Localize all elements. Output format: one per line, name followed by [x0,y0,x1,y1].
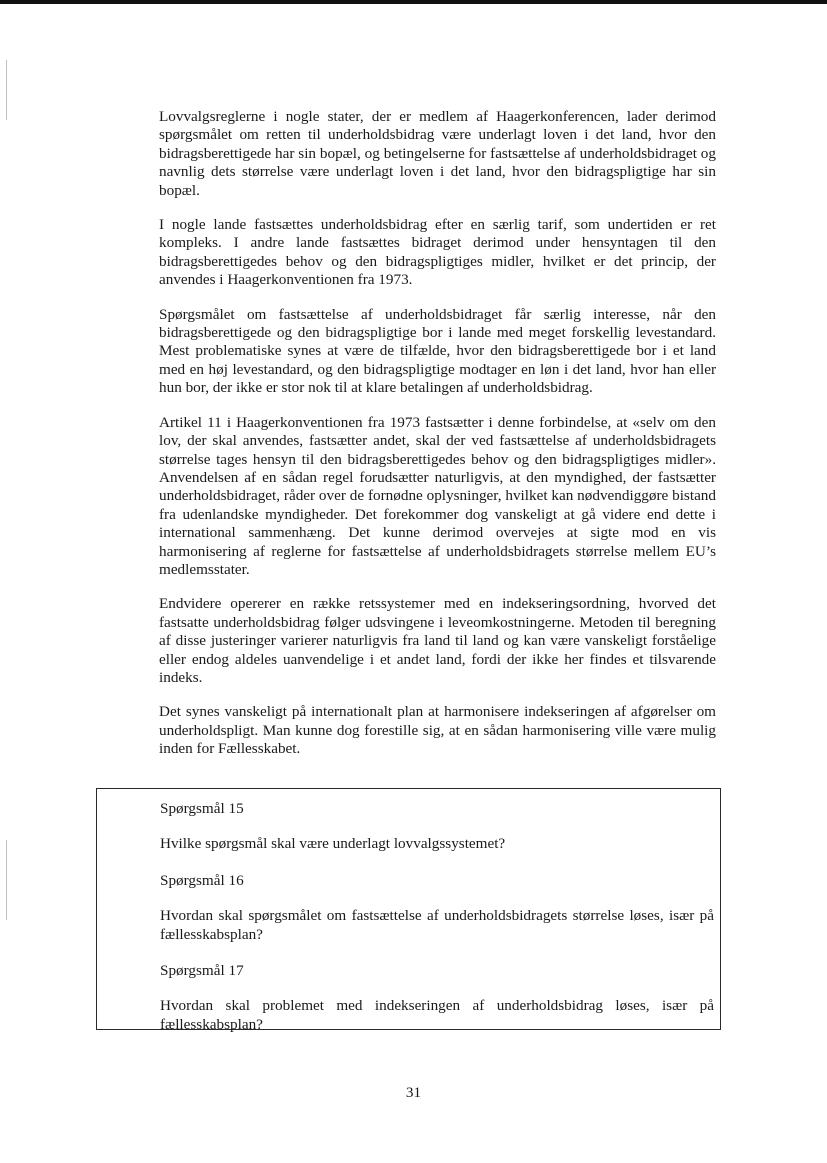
scan-margin-mark [6,840,7,920]
question-text: Hvordan skal spørgsmålet om fastsættelse af underholdsbidragets størrelse løses, især på fællesskabsplan? [160,907,714,943]
body-text [159,108,716,775]
page-number: 31 [405,1084,422,1101]
top-border-line [0,0,827,4]
question-label: Spørgsmål 16 [160,871,244,889]
question-text: Hvordan skal problemet med indekseringen af underholdsbidrag løses, især på fællesskabsplan? [160,997,714,1033]
paragraph: Spørgsmålet om fastsættelse af underholdsbidraget får særlig interesse, når den bidragsberettigede og den bidragspligtige bor i lande med meget forskellig levestandard. Mest problematiske synes at være de tilfælde, hvor den bidragsberettigede bor i et land med en høj levestandard, og den bidragspligtige modtager en løn i det land, hvor han eller hun bor, der ikke er stor nok til at klare betalingen af underholdsbidrag. [159,305,716,397]
scan-margin-mark [6,60,7,120]
question-item [160,962,714,1034]
question-list [160,800,714,1052]
paragraph: Det synes vanskeligt på internationalt plan at harmonisere indekseringen af afgørelser om underholdspligt. Man kunne dog forestille sig, at en sådan harmonisering ville være mulig inden for Fællesskabet. [159,703,716,758]
question-label: Spørgsmål 15 [160,800,244,817]
question-label: Spørgsmål 17 [160,962,244,980]
paragraph: Endvidere opererer en række retssystemer med en indekseringsordning, hvorved det fastsatte underholdsbidrag følger udsvingene i leveomkostningerne. Metoden til beregning af disse justeringer varierer naturligvis fra land til land og kan være vanskeligt forståelige eller endog aldeles uanvendelige i et andet land, fordi der ikke her findes et tilsvarende indeks. [159,595,716,686]
paragraph: I nogle lande fastsættes underholdsbidrag efter en særlig tarif, som undertiden er ret kompleks. I andre lande fastsættes bidraget derimod under hensyntagen til den bidragsberettigedes behov og den bidragspligtiges midler, hvilket er det princip, der anvendes i Haagerkonventionen fra 1973. [159,216,716,289]
question-text: Hvilke spørgsmål skal være underlagt lovvalgssystemet? [160,835,506,853]
paragraph: Lovvalgsreglerne i nogle stater, der er medlem af Haagerkonferencen, lader derimod spørgsmålet om retten til underholdsbidrag være underlagt loven i det land, hvor den bidragsberettigede har sin bopæl, og betingelserne for fastsættelse af underholdsbidraget og navnlig dets størrelse være underlagt loven i det land, hvor den bidragspligtige har sin bopæl. [159,108,716,199]
question-item [160,872,714,944]
questions-box [96,788,721,1033]
question-item [160,800,714,854]
paragraph: Artikel 11 i Haagerkonventionen fra 1973 fastsætter i denne forbindelse, at «selv om den lov, der skal anvendes, fastsætter andet, skal der ved fastsættelse af underholdsbidragets størrelse tages hensyn til den bidragsberettigedes behov og den bidragspligtiges midler». Anvendelsen af en sådan regel forudsætter naturligvis, at den myndighed, der fastsætter underholdsbidraget, råder over de fornødne oplysninger, hvilket kan nødvendiggøre bistand fra udenlandske myndigheder. Det forekommer dog vanskeligt at gå videre end dette i international sammenhæng. Det kunne derimod overvejes at sigte mod en vis harmonisering af reglerne for fastsættelse af underholdsbidragets størrelse mellem EU’s medlemsstater. [159,413,716,578]
